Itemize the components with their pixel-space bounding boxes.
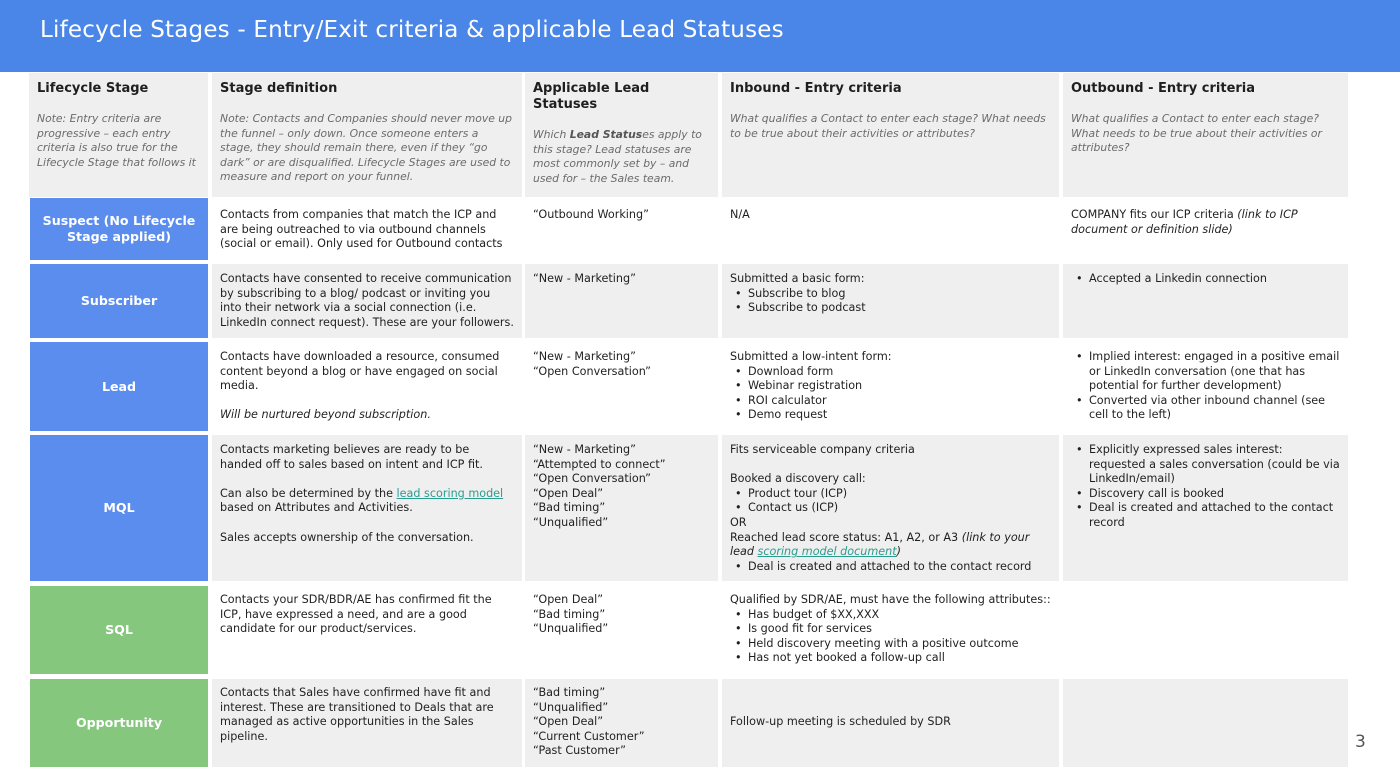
list-item: • Deal is created and attached to the contact record: [730, 560, 1051, 575]
definition-opportunity: Contacts that Sales have confirmed have fit and interest. These are transitioned to Deals that are managed as active opportunities in the Sales pipeline.: [212, 679, 522, 767]
inbound-lead: Submitted a low-intent form: • Download form • Webinar registration • ROI calculator • Demo request: [722, 342, 1059, 431]
outbound-lead: [1063, 342, 1348, 431]
statuses-sql: “Open Deal” “Bad timing” “Unqualified”: [533, 593, 609, 636]
header-lead-statuses: Applicable Lead Statuses Which Lead Statuses apply to this stage? Lead statuses are most commonly set by – and used for – the Sales team.: [525, 73, 718, 197]
stage-lead: Lead: [30, 342, 208, 431]
header-inbound-criteria: Inbound - Entry criteria What qualifies a Contact to enter each stage? What needs to be true about their activities or attributes?: [722, 73, 1059, 197]
lead-scoring-model-link[interactable]: lead scoring model: [396, 486, 504, 500]
outbound-subscriber: [1063, 264, 1348, 338]
list-item: • Converted via other inbound channel (see cell to the left): [1071, 394, 1340, 423]
header-note: Note: Entry criteria are progressive – each entry criteria is also true for the Lifecycle Stage that follows it: [37, 112, 196, 169]
statuses-opportunity: “Bad timing” “Unqualified” “Open Deal” “Current Customer” “Past Customer”: [525, 679, 718, 767]
header-stage-definition: Stage definition Note: Contacts and Companies should never move up the funnel – only down. Once someone enters a stage, they should remain there, even if they “go dark” or are disqualified. Lifecycle Stages are used to measure and report on your funnel.: [212, 73, 522, 197]
stage-opportunity: Opportunity: [30, 679, 208, 767]
header-note: Note: Contacts and Companies should never move up the funnel – only down. Once someone enters a stage, they should remain there, even if they “go dark” or are disqualified. Lifecycle Stages are used to measure and report on your funnel.: [220, 112, 512, 184]
list-item: • ROI calculator: [730, 394, 1051, 409]
list-item: • Accepted a Linkedin connection: [1071, 272, 1340, 287]
list-item: • Download form: [730, 365, 1051, 380]
list-item: • Has budget of $XX,XXX: [730, 608, 1051, 623]
list-item: • Deal is created and attached to the contact record: [1071, 501, 1340, 530]
statuses-suspect: “Outbound Working”: [533, 208, 649, 221]
definition-sql: Contacts your SDR/BDR/AE has confirmed fit the ICP, have expressed a need, and are a good candidate for our product/services.: [220, 593, 492, 636]
inbound-sql: Qualified by SDR/AE, must have the following attributes:: • Has budget of $XX,XXX • Is good fit for services • Held discovery meeting with a positive outcome • Has not yet booked a follow-up call: [722, 586, 1059, 674]
inbound-opportunity: Follow-up meeting is scheduled by SDR: [722, 679, 1059, 767]
header-note: What qualifies a Contact to enter each stage? What needs to be true about their activities or attributes?: [1071, 112, 1322, 155]
list-item: • Webinar registration: [730, 379, 1051, 394]
outbound-mql: [1063, 435, 1348, 581]
list-item: • Has not yet booked a follow-up call: [730, 651, 1051, 666]
list-item: • Held discovery meeting with a positive outcome: [730, 637, 1051, 652]
header-lifecycle-stage: Lifecycle Stage Note: Entry criteria are progressive – each entry criteria is also true for the Lifecycle Stage that follows it: [29, 73, 208, 197]
lead-scoring-document-link[interactable]: scoring model document: [757, 545, 897, 559]
header-note: Which Lead Statuses apply to this stage? Lead statuses are most commonly set by – and used for – the Sales team.: [533, 128, 702, 185]
list-item: • Is good fit for services: [730, 622, 1051, 637]
list-item: • Demo request: [730, 408, 1051, 423]
page-number: 3: [1355, 732, 1366, 752]
statuses-mql: “New - Marketing” “Attempted to connect” “Open Conversation” “Open Deal” “Bad timing” “Unqualified”: [525, 435, 718, 581]
definition-mql: Contacts marketing believes are ready to be handed off to sales based on intent and ICP fit. Can also be determined by the lead scoring model based on Attributes and Activities. Sales accepts ownership of the conversation.: [212, 435, 522, 581]
stage-sql: SQL: [30, 586, 208, 674]
inbound-mql: Fits serviceable company criteria Booked a discovery call: • Product tour (ICP) • Contact us (ICP) OR Reached lead score status: A1, A2, or A3 (link to your lead scoring model document) • Deal is created and attached to the contact record: [722, 435, 1059, 581]
outbound-suspect: COMPANY fits our ICP criteria (link to ICP document or definition slide): [1071, 208, 1298, 236]
list-item: • Discovery call is booked: [1071, 487, 1340, 502]
list-item: • Subscribe to blog: [730, 287, 1051, 302]
list-item: • Implied interest: engaged in a positive email or LinkedIn conversation (one that has potential for further development): [1071, 350, 1340, 394]
definition-lead: Contacts have downloaded a resource, consumed content beyond a blog or have engaged on social media. Will be nurtured beyond subscription.: [220, 350, 500, 422]
header-outbound-criteria: Outbound - Entry criteria What qualifies a Contact to enter each stage? What needs to be true about their activities or attributes?: [1063, 73, 1348, 197]
stage-suspect: Suspect (No Lifecycle Stage applied): [30, 198, 208, 260]
list-item: • Product tour (ICP): [730, 487, 1051, 502]
definition-suspect: Contacts from companies that match the ICP and are being outreached to via outbound channels (social or email). Only used for Outbound contacts: [220, 208, 503, 251]
stage-subscriber: Subscriber: [30, 264, 208, 338]
statuses-subscriber: “New - Marketing”: [525, 264, 718, 338]
outbound-opportunity: [1063, 679, 1348, 767]
header-note: What qualifies a Contact to enter each stage? What needs to be true about their activities or attributes?: [730, 112, 1046, 140]
stage-mql: MQL: [30, 435, 208, 581]
list-item: • Subscribe to podcast: [730, 301, 1051, 316]
list-item: • Explicitly expressed sales interest: requested a sales conversation (could be via LinkedIn/email): [1071, 443, 1340, 487]
inbound-subscriber: Submitted a basic form: • Subscribe to blog • Subscribe to podcast: [722, 264, 1059, 338]
statuses-lead: “New - Marketing” “Open Conversation”: [533, 350, 651, 378]
definition-subscriber: Contacts have consented to receive communication by subscribing to a blog/ podcast or inviting you into their network via a social connection (i.e. LinkedIn connect request). These are your followers.: [212, 264, 522, 338]
inbound-suspect: N/A: [730, 208, 750, 221]
page-title: Lifecycle Stages - Entry/Exit criteria & applicable Lead Statuses: [40, 17, 784, 43]
list-item: • Contact us (ICP): [730, 501, 1051, 516]
